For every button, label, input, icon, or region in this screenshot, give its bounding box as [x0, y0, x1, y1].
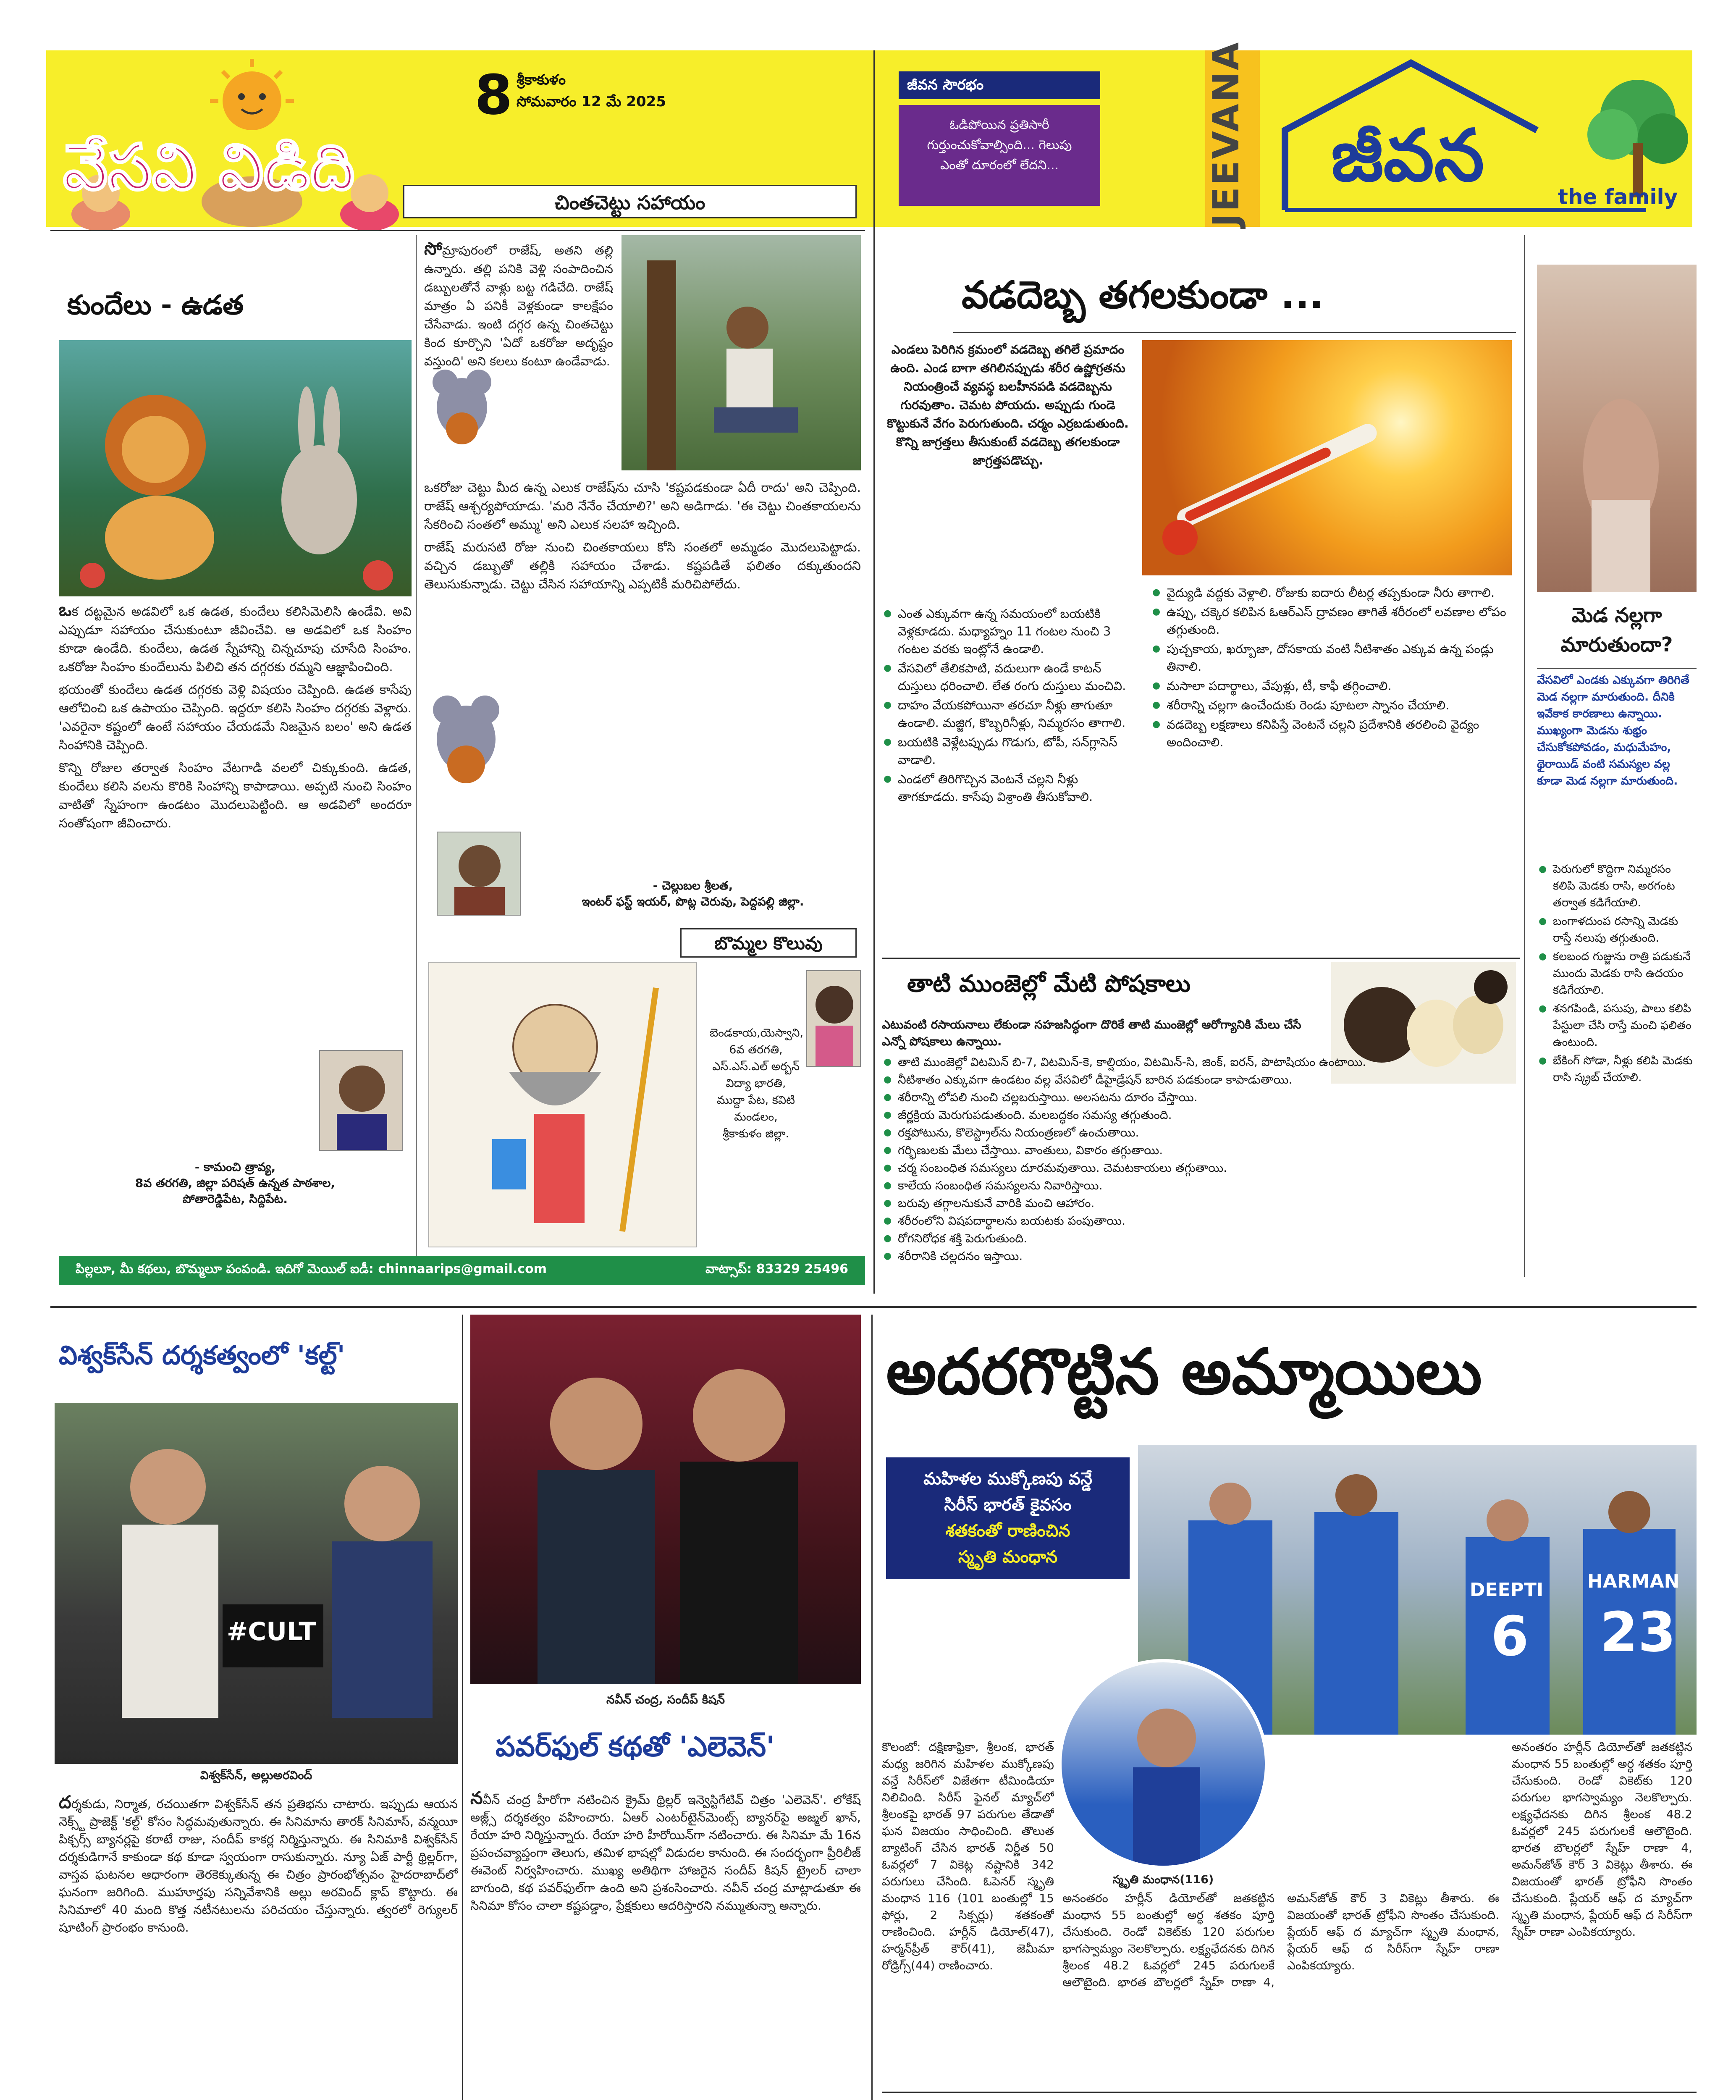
neck-column-rule: [1524, 235, 1525, 1277]
smriti-caption: స్మృతి మంధాన(116): [1112, 1873, 1214, 1886]
tati-point: ● శరీరాన్ని లోపలి నుంచి చల్లబరుస్తాయి. అలసటను దూరం చేస్తాయి.: [882, 1089, 1512, 1105]
drawing-headline: బొమ్మల కొలువు: [680, 928, 857, 958]
story1-author-place: పోతారెడ్డిపేట, సిద్దిపేట.: [183, 1192, 288, 1206]
story1-author-name: - కామంచి త్రావ్య,: [194, 1160, 276, 1174]
center-column-rule: [873, 50, 875, 1294]
cult-dropcap: ద: [59, 1793, 71, 1812]
page-mid-rule: [50, 1306, 1697, 1308]
drawing-artist-photo: [806, 970, 861, 1067]
neck-tip: ● బంగాళదుంప రసాన్ని మెడకు రాస్తే నలుపు తగ్గుతుంది.: [1537, 913, 1697, 947]
story2-body-top: [424, 239, 613, 491]
tati-points: [882, 1054, 1512, 1281]
drawing-class: 6వ తరగతి,: [729, 1043, 783, 1056]
jeevana-brand-sub: the family: [1558, 185, 1678, 209]
jersey-number-1: 6: [1491, 1604, 1529, 1668]
story1-author: [59, 1159, 412, 1207]
cricket-headline: అదరగొట్టిన అమ్మాయిలు: [886, 1336, 1482, 1409]
page-number: 8: [475, 63, 513, 127]
lower-center-rule: [871, 1315, 873, 2100]
jersey-name-1: DEEPTI: [1470, 1579, 1544, 1601]
drawing-figure-icon: [429, 963, 697, 1247]
neck-image: [1537, 265, 1697, 592]
story2-author-photo: [437, 832, 521, 916]
tati-point: ● చర్మ సంబంధిత సమస్యలు దూరమవుతాయి. చెమటకాయలు తగ్గుతాయి.: [882, 1160, 1512, 1176]
tati-point: ● రోగనిరోధక శక్తి పెరుగుతుంది.: [882, 1231, 1512, 1247]
neck-tip: ● పెరుగులో కొద్దిగా నిమ్మరసం కలిపి మెడకు రాసి, అరగంట తర్వాత కడిగేయాలి.: [1537, 861, 1697, 911]
cult-clapboard-text: #CULT: [227, 1617, 316, 1646]
story2-author-class: ఇంటర్ ఫస్ట్ ఇయర్, పొట్ల చెరువు, పెద్దపల్లి జిల్లా.: [582, 895, 804, 908]
cricket-body-far-text: అనంతరం హర్లీన్ డియోల్‌తో జతకట్టిన మంధాన 55 బంతుల్లో అర్ధ శతకం పూర్తి చేసుకుంది. రెండో వికెట్‌కు 120 పరుగుల భాగస్వామ్యం నెలకొల్పారు. లక్ష్యఛేదనకు దిగిన శ్రీలంక 48.2 ఓవర్లలో 245 పరుగులకే ఆలౌటైంది. భారత బౌలర్లలో స్నేహ్ రాణా 4, అమన్‌జోత్ కౌర్ 3 వికెట్లు తీశారు. ఈ విజయంతో భారత్ ట్రోఫీని సొంతం చేసుకుంది. ప్లేయర్ ఆఫ్ ద మ్యాచ్‌గా స్మృతి మంధాన, ప్లేయర్ ఆఫ్ ద సిరీస్‌గా స్నేహ్ రాణా ఎంపికయ్యారు.: [1512, 1740, 1692, 1939]
neck-headline-rule: [1537, 668, 1697, 669]
summer-column-rule: [416, 235, 417, 1277]
neck-tip: ● శనగపిండి, పసుపు, పాలు కలిపి పేస్టులా చేసి రాస్తే మంచి ఫలితం ఉంటుంది.: [1537, 1000, 1697, 1051]
cricket-subhead: [886, 1457, 1130, 1579]
heat-tip: ● ఎండలో తిరిగొచ్చిన వెంటనే చల్లని నీళ్లు తాగకూడదు. కాసేపు విశ్రాంతి తీసుకోవాలి.: [882, 770, 1134, 806]
heat-sun-image: [1142, 340, 1512, 575]
story2-dropcap: సో: [424, 239, 442, 259]
story2-author-name: - చెల్లుబల శ్రీలత,: [653, 879, 733, 892]
tati-intro: ఎటువంటి రసాయనాలు లేకుండా సహజసిద్ధంగా దొరికే తాటి ముంజెల్లో ఆరోగ్యానికి మేలు చేసే ఎన్నో పోషకాలు ఉన్నాయి.: [882, 1018, 1301, 1048]
heat-col2: [1151, 584, 1512, 937]
cricket-body-far: [1512, 1739, 1692, 2083]
tati-top-rule: [882, 958, 1520, 959]
tati-point: ● శరీరంలోని విషపదార్థాలను బయటకు పంపుతాయి.: [882, 1213, 1512, 1229]
story1-para-1: క దట్టమైన అడవిలో ఒక ఉడత, కుందేలు కలిసిమెలిసి ఉండేవి. అవి ఎప్పుడూ సహాయం చేసుకుంటూ జీవించేవి. ఆ అడవిలో ఒక సింహం కూడా ఉండేది. కుందేలు, ఉడత స్నేహాన్ని చిన్నచూపు చూసేది సింహం. ఒకరోజు సింహం కుందేలును పిలిచి తన దగ్గరకు రమ్మని ఆజ్ఞాపించింది.: [59, 604, 412, 675]
jeevana-vertical-word: JEEVANA: [1205, 50, 1260, 227]
heat-tip: ● మసాలా పదార్థాలు, వేపుళ్లు, టీ, కాఫీ తగ్గించాలి.: [1151, 677, 1512, 695]
tati-point: ● కాలేయ సంబంధిత సమస్యలను నివారిస్తాయి.: [882, 1178, 1512, 1194]
thermometer-icon: [1142, 340, 1512, 575]
story2-para-1: మ్రాపురంలో రాజేష్, అతని తల్లి ఉన్నారు. తల్లి పనికి వెళ్లి సంపాదించిన డబ్బులతోనే వాళ్లు బట్ట గడిచేది. రాజేష్ మాత్రం ఏ పనికీ వెళ్లకుండా కాలక్షేపం చేసేవాడు. ఇంటి దగ్గర ఉన్న చింతచెట్టు కింద కూర్చొని 'ఏదో ఒకరోజు అదృష్టం వస్తుంది' అని కలలు కంటూ ఉండేవాడు.: [424, 243, 613, 368]
tati-point: ● బరువు తగ్గాలనుకునే వారికి మంచి ఆహారం.: [882, 1195, 1512, 1211]
eleven-body-text: వీన్ చంద్ర హీరోగా నటించిన క్రైమ్ థ్రిల్లర్ ఇన్వెస్టిగేటివ్ చిత్రం 'ఎలెవెన్'. లోకేష్ అజ్ల్స్ దర్శకత్వం వహించారు. ఏఆర్ ఎంటర్‌టైన్‌మెంట్స్ బ్యానర్‌పై అజ్మల్ ఖాన్, రేయా హరి నిర్మిస్తున్నారు. రేయా హరి హీరోయిన్‌గా నటించారు. ఈ సినిమా మే 16న ప్రపంచవ్యాప్తంగా తెలుగు, తమిళ భాషల్లో విడుదల కానుంది. ఈ సందర్భంగా ప్రీరిలీజ్ ఈవెంట్ నిర్వహించారు. ముఖ్య అతిథిగా హాజరైన సందీప్ కిషన్ ట్రైలర్ చాలా బాగుంది, కథ పవర్‌ఫుల్‌గా ఉంది అని ప్రశంసించారు. నవీన్ చంద్ర మాట్లాడుతూ ఈ సినిమా కోసం చాలా కష్టపడ్డాం, ప్రేక్షకులు ఆదరిస్తారని నమ్ముతున్నా అన్నారు.: [470, 1793, 861, 1913]
cricket-body-mid: [1062, 1890, 1499, 2083]
page-date: సోమవారం 12 మే 2025: [517, 93, 666, 110]
cricket-subhead-line: శతకంతో రాణించిన: [945, 1521, 1070, 1541]
summer-footer-note: పిల్లలూ, మీ కథలు, బొమ్మలూ పంపండి. ఇదిగో మెయిల్ ఐడీ:: [76, 1262, 374, 1276]
tati-point: ● రక్తపోటును, కొలెస్ట్రాల్‌ను నియంత్రణలో ఉంచుతాయి.: [882, 1125, 1512, 1141]
cricket-body-left: కొలంబో: దక్షిణాఫ్రికా, శ్రీలంక, భారత్ మధ్య జరిగిన మహిళల ముక్కోణపు వన్డే సిరీస్‌లో విజేతగా టీమిండియా నిలిచింది. సిరీస్ ఫైనల్ మ్యాచ్‌లో శ్రీలంకపై భారత్ 97 పరుగుల తేడాతో ఘన విజయం సాధించింది. తొలుత బ్యాటింగ్ చేసిన భారత్ నిర్ణీత 50 ఓవర్లలో 7 వికెట్ల నష్టానికి 342 పరుగులు చేసింది. ఓపెనర్ స్మృతి మంధాన 116 (101 బంతుల్లో 15 ఫోర్లు, 2 సిక్సర్లు) శతకంతో రాణించింది. హర్లీన్ డియోల్(47), హర్మన్‌ప్రీత్ కౌర్(41), జెమీమా రోడ్రిగ్స్(44) రాణించారు.: [882, 1740, 1054, 1972]
story2-headline: చింతచెట్టు సహాయం: [403, 185, 857, 218]
jeevana-tag-label: జీవన సౌరభం: [899, 71, 1100, 99]
tati-point: ● జీర్ణక్రియ మెరుగుపడుతుంది. మలబద్ధకం సమస్య తగ్గుతుంది.: [882, 1107, 1512, 1123]
heat-tip: ● వేసవిలో తేలికపాటి, వదులుగా ఉండే కాటన్ దుస్తులు ధరించాలి. లేత రంగు దుస్తులు మంచివి.: [882, 659, 1134, 695]
hand-icon: [1537, 265, 1697, 592]
summer-footer-strip: [59, 1256, 865, 1285]
two-actors-icon: [470, 1315, 861, 1684]
drawing-credit: [710, 1025, 802, 1142]
hero-drawing: [428, 962, 697, 1247]
neck-tip: ● కలబంద గుజ్జును రాత్రి పడుకునే ముందు మెడకు రాసి ఉదయం కడిగేయాలి.: [1537, 948, 1697, 999]
heat-headline: వడదెబ్బ తగలకుండా ...: [962, 273, 1324, 317]
story1-author-photo: [319, 1050, 403, 1151]
heat-headline-rule: [953, 332, 1516, 333]
page-district: శ్రీకాకుళం: [517, 71, 566, 88]
lion-rabbit-illustration: [59, 340, 412, 596]
story1-para-2: భయంతో కుందేలు ఉడత దగ్గరకు వెళ్లి విషయం చెప్పింది. ఉడత కాసేపు ఆలోచించి ఒక ఉపాయం చెప్పింది. ఇద్దరూ కలిసి సింహం దగ్గరకు వెళ్లారు. 'ఎవరైనా కష్టంలో ఉంటే సహాయం చేయడమే నిజమైన బలం' అని ఉడత సింహానికి చెప్పింది.: [59, 682, 412, 753]
cricket-subhead-line: సిరీస్ భారత్ కైవసం: [944, 1495, 1072, 1515]
cult-photo: [55, 1403, 458, 1764]
lower-left-rule: [462, 1315, 463, 2100]
story2-para-2: ఒకరోజు చెట్టు మీద ఉన్న ఎలుక రాజేష్‌ను చూసి 'కష్టపడకుండా ఏదీ రాదు' అని చెప్పింది. రాజేష్ ఆశ్చర్యపోయాడు. 'మరి నేనేం చేయాలి?' అని అడిగాడు. 'ఈ చెట్టు చింతకాయలను సేకరించి సంతలో అమ్ము' అని ఎలుక సలహా ఇచ్చింది.: [424, 480, 861, 532]
neck-tip: ● బేకింగ్ సోడా, నీళ్లు కలిపి మెడకు రాసి స్క్రబ్ చేయాలి.: [1537, 1053, 1697, 1086]
story1-author-class: 8వ తరగతి, జిల్లా పరిషత్ ఉన్నత పాఠశాల,: [135, 1176, 336, 1190]
summer-logo: [50, 55, 412, 231]
heat-tip: ● బయటికి వెళ్లేటప్పుడు గొడుగు, టోపీ, సన్‌గ్లాసెస్ వాడాలి.: [882, 733, 1134, 769]
drawing-artist: బెండకాయ,యెస్వాని,: [710, 1026, 804, 1040]
story1-dropcap: ఒ: [59, 601, 72, 620]
cult-photo-caption: విశ్వక్‌సేన్, అల్లుఅరవింద్: [200, 1768, 312, 1782]
drawing-district: శ్రీకాకుళం జిల్లా.: [722, 1127, 789, 1140]
heat-intro: ఎండలు పెరిగిన క్రమంలో వడదెబ్బ తగిలే ప్రమాదం ఉంది. ఎండ బాగా తగిలినప్పుడు శరీర ఉష్ణోగ్రతను నియంత్రించే వ్యవస్థ బలహీనపడి వడదెబ్బను గురవుతాం. చెమట పోయదు. అప్పుడు గుండె కొట్టుకునే వేగం పెరుగుతుంది. చర్మం ఎర్రబడుతుంది. కొన్ని జాగ్రత్తలు తీసుకుంటే వడదెబ్బ తగలకుండా జాగ్రత్తపడొచ్చు.: [887, 342, 1129, 467]
drawing-school: ఎస్.ఎస్.ఎల్ అర్బన్ విద్యా భారతి,: [712, 1060, 800, 1090]
heat-tip: ● వైద్యుడి వద్దకు వెళ్లాలి. రోజుకు ఐదారు లీటర్ల తప్పకుండా నీరు తాగాలి.: [1151, 584, 1512, 601]
heat-tip: ● దాహం వేయకపోయినా తరచూ నీళ్లు తాగుతూ ఉండాలి. మజ్జిగ, కొబ్బరినీళ్లు, నిమ్మరసం తాగాలి.: [882, 696, 1134, 732]
cricket-subhead-line: మహిళల ముక్కోణపు వన్డే: [923, 1469, 1092, 1488]
jeevana-brand: [1268, 50, 1692, 227]
tati-headline: తాటి ముంజెల్లో మేటి పోషకాలు: [907, 970, 1191, 998]
jersey-name-2: HARMAN: [1587, 1571, 1680, 1592]
cricket-subhead-line: స్మృతి మంధాన: [958, 1547, 1058, 1567]
tati-point: ● నీటిశాతం ఎక్కువగా ఉండటం వల్ల వేసవిలో డీహైడ్రేషన్ బారిన పడకుండా కాపాడుతాయి.: [882, 1072, 1512, 1088]
tati-point: ● గర్భిణులకు మేలు చేస్తాయి. వాంతులు, వికారం తగ్గుతాయి.: [882, 1142, 1512, 1158]
man-under-tree-illustration: [739, 233, 861, 234]
cult-headline: విశ్వక్‌సేన్ దర్శకత్వంలో 'కల్ట్': [59, 1340, 345, 1370]
cult-body-text: ర్శకుడు, నిర్మాత, రచయితగా విశ్వక్‌సేన్ తన ప్రతిభను చాటారు. ఇప్పుడు ఆయన నెక్స్ట్ ప్రాజెక్ట్ 'కల్ట్' కోసం సిద్ధమవుతున్నారు. ఈ సినిమాను తారక్ సినిమాస్, వన్మయీ పిక్చర్స్ బ్యానర్లపై కరాటే రాజు, సందీప్ కాకర్ల నిర్మిస్తున్నారు. ఈ సినిమాకి విశ్వక్‌సేన్ దర్శకుడిగానే కాకుండా కథ కూడా స్వయంగా రాసుకున్నారు. న్యూ ఏజ్ పార్టీ థ్రిల్లర్‌గా, వాస్తవ ఘటనల ఆధారంగా తెరకెక్కుతున్న ఈ చిత్రం ప్రారంభోత్సవం హైదరాబాద్‌లో ఘనంగా జరిగింది. ముహూర్తపు సన్నివేశానికి అల్లు అరవింద్ క్లాప్ కొట్టారు. ఈ సినిమాలో 40 మంది కొత్త నటీనటులను పరిచయం చేస్తున్నారు. త్వరలో రెగ్యులర్ షూటింగ్ ప్రారంభం కానుంది.: [59, 1797, 458, 1935]
heat-tip: ● శరీరాన్ని చల్లగా ఉంచేందుకు రెండు పూటలా స్నానం చేయాలి.: [1151, 696, 1512, 714]
cult-body: [59, 1793, 458, 2100]
story2-author: [529, 878, 857, 910]
ipl-top-rule: [882, 2092, 1697, 2093]
summer-section-title: వేసవి విడిది: [63, 130, 355, 204]
jersey-number-2: 23: [1600, 1600, 1676, 1664]
tree-icon: [621, 235, 861, 470]
cricket-body-right: అనంతరం హర్లీన్ డియోల్‌తో జతకట్టిన మంధాన 55 బంతుల్లో అర్ధ శతకం పూర్తి చేసుకుంది. రెండో వికెట్‌కు 120 పరుగుల భాగస్వామ్యం నెలకొల్పారు. లక్ష్యఛేదనకు దిగిన శ్రీలంక 48.2 ఓవర్లలో 245 పరుగులకే ఆలౌటైంది. భారత బౌలర్లలో స్నేహ్ రాణా 4, అమన్‌జోత్ కౌర్ 3 వికెట్లు తీశారు. ఈ విజయంతో భారత్ ట్రోఫీని సొంతం చేసుకుంది. ప్లేయర్ ఆఫ్ ద మ్యాచ్‌గా స్మృతి మంధాన, ప్లేయర్ ఆఫ్ ద సిరీస్‌గా స్నేహ్ రాణా ఎంపికయ్యారు.: [1062, 1891, 1499, 1989]
heat-tip: ● ఎంత ఎక్కువగా ఉన్న సమయంలో బయటికి వెళ్లకూడదు. మధ్యాహ్నం 11 గంటల నుంచి 3 గంటల వరకు ఇంట్లోనే ఉండాలి.: [882, 605, 1134, 658]
eleven-headline: పవర్‌ఫుల్ కథతో 'ఎలెవెన్': [496, 1730, 775, 1763]
neck-intro: వేసవిలో ఎండకు ఎక్కువగా తిరిగితే మెడ నల్లగా మారుతుంది. దీనికి ఇవేకాక కారణాలు ఉన్నాయి. ముఖ్యంగా మెడను శుభ్రం చేసుకోకపోవడం, మధుమేహం, థైరాయిడ్ వంటి సమస్యల వల్ల కూడా మెడ నల్లగా మారుతుంది.: [1537, 674, 1689, 788]
eleven-photo: [470, 1315, 861, 1684]
tati-point: ● తాటి ముంజెల్లో విటమిన్ బి-7, విటమిన్-కె, కాల్షియం, విటమిన్-సి, జింక్, ఐరన్, పొటాషియం ఉంటాయి.: [882, 1054, 1512, 1070]
heat-tip: ● పుచ్చకాయ, ఖర్బూజా, దోసకాయ వంటి నీటిశాతం ఎక్కువ ఉన్న పండ్లు తినాలి.: [1151, 640, 1512, 675]
summer-frame-top: [50, 230, 865, 231]
story1-para-3: కొన్ని రోజుల తర్వాత సింహం వేటగాడి వలలో చిక్కుకుంది. ఉడత, కుందేలు కలిసి వలను కొరికి సింహాన్ని కాపాడాయి. అప్పటి నుంచి సింహం వాటితో స్నేహంగా ఉండటం మొదలుపెట్టింది. ఆ అడవిలో అందరూ సంతోషంగా జీవించారు.: [59, 761, 412, 831]
summer-footer-whatsapp: వాట్సాప్: 83329 25496: [705, 1262, 848, 1276]
mouse-cookie-icon-2: [424, 689, 508, 785]
drawing-place: ముద్దా పేట, కవిటి మండలం,: [717, 1094, 795, 1124]
tree-illustration: [621, 235, 861, 470]
heat-tip: ● ఉప్పు, చక్కెర కలిపిన ఓఆర్‌ఎస్ ద్రావణం తాగితే శరీరంలో లవణాల లోపం తగ్గుతుంది.: [1151, 603, 1512, 638]
eleven-body: [470, 1789, 861, 2100]
jeevana-tag-blurb: ఓడిపోయిన ప్రతిసారీ గుర్తుంచుకోవాల్సింది... గెలుపు ఎంతో దూరంలో లేదని...: [899, 105, 1100, 206]
heat-tip: ● వడదెబ్బ లక్షణాలు కనిపిస్తే వెంటనే చల్లని ప్రదేశానికి తరలించి వైద్యం అందించాలి.: [1151, 716, 1512, 751]
smriti-inset: [1058, 1659, 1268, 1869]
eleven-dropcap: న: [470, 1789, 483, 1808]
neck-tips: [1537, 861, 1697, 1277]
lion-icon: [59, 340, 412, 596]
story1-headline: కుందేలు - ఉడత: [67, 290, 244, 321]
jeevana-brand-title: జీవన: [1331, 113, 1484, 197]
story2-para-3: రాజేష్ మరుసటి రోజు నుంచి చింతకాయలు కోసి సంతలో అమ్మడం మొదలుపెట్టాడు. వచ్చిన డబ్బుతో తల్లికి సహాయం చేశాడు. కష్టపడితే ఫలితం దక్కుతుందని తెలుసుకున్నాడు. చెట్టు చేసిన సహాయాన్ని ఎప్పటికీ మరిచిపోలేదు.: [424, 540, 861, 592]
neck-headline: మెడ నల్లగా మారుతుందా?: [1560, 604, 1673, 656]
tati-point: ● శరీరానికి చల్లదనం ఇస్తాయి.: [882, 1248, 1512, 1264]
eleven-photo-caption: నవీన్ చంద్ర, సందీప్ కిషన్: [606, 1693, 725, 1706]
summer-footer-email[interactable]: chinnaarips@gmail.com: [378, 1262, 547, 1276]
people-clapboard-icon: [55, 1403, 458, 1764]
